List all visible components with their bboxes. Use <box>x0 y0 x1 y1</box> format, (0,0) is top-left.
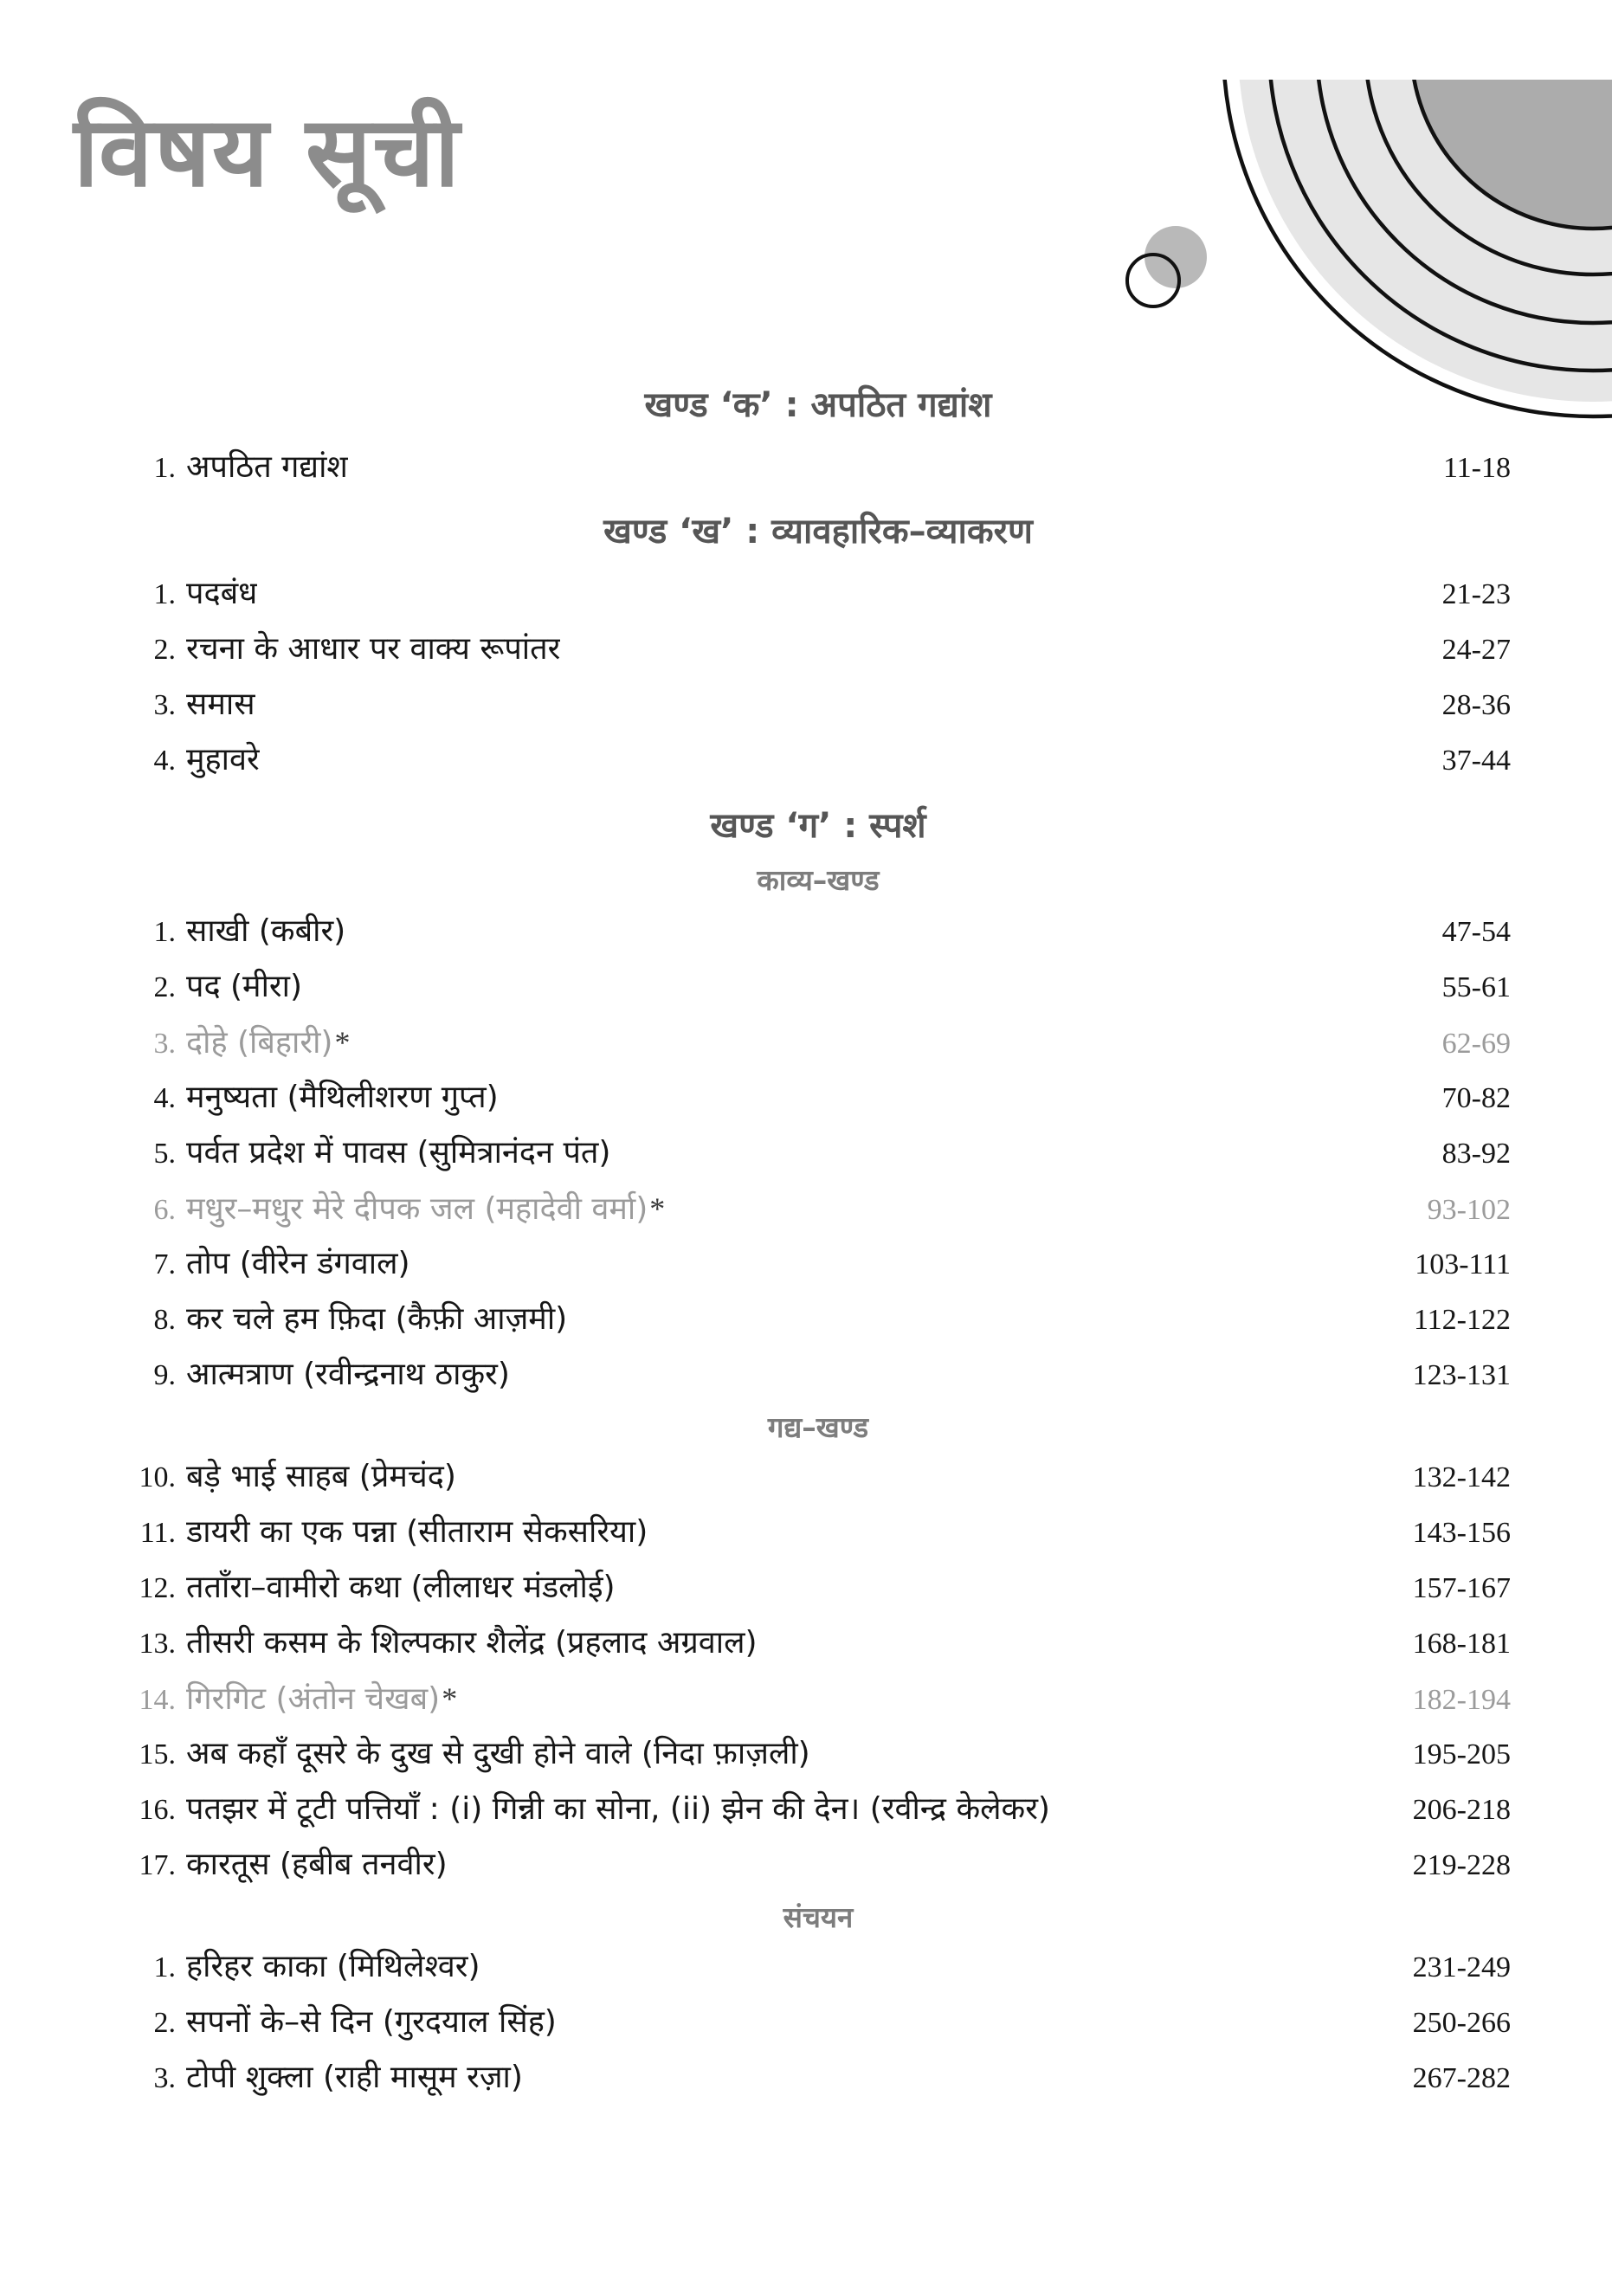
section-heading-ga: खण्ड ‘ग’ : स्पर्श <box>710 806 926 846</box>
item-title: मुहावरे <box>186 742 260 777</box>
item-title: तोप (वीरेन डंगवाल) <box>186 1246 410 1281</box>
item-number: 8. <box>153 1304 176 1336</box>
item-number: 1. <box>153 916 176 948</box>
item-title: सपनों के–से दिन (गुरदयाल सिंह) <box>186 2004 557 2040</box>
item-pages: 231-249 <box>1412 1951 1511 1983</box>
section-heading-ka: खण्ड ‘क’ : अपठित गद्यांश <box>644 385 992 425</box>
item-star: * <box>334 1025 351 1060</box>
item-number: 4. <box>153 745 176 777</box>
item-pages: 143-156 <box>1412 1517 1511 1549</box>
item-title: समास <box>186 687 255 722</box>
subsection-heading-sanchayan: संचयन <box>783 1900 854 1934</box>
item-title: डायरी का एक पन्ना (सीताराम सेकसरिया) <box>186 1514 648 1550</box>
toc-row <box>126 440 1511 495</box>
item-pages: 21-23 <box>1441 578 1511 610</box>
item-title: दोहे (बिहारी) <box>186 1025 333 1061</box>
item-title: अब कहाँ दूसरे के दुख से दुखी होने वाले (निदा फ़ाज़ली) <box>186 1736 810 1771</box>
item-title: आत्मत्राण (रवीन्द्रनाथ ठाकुर) <box>186 1357 510 1392</box>
item-title: कारतूस (हबीब तनवीर) <box>186 1847 448 1882</box>
item-number: 3. <box>153 1028 176 1060</box>
section-heading-kha: खण्ड ‘ख’ : व्यावहारिक–व्याकरण <box>603 512 1033 551</box>
item-pages: 103-111 <box>1415 1248 1511 1280</box>
item-title: तताँरा–वामीरो कथा (लीलाधर मंडलोई) <box>186 1570 616 1605</box>
toc-row <box>126 1505 1511 1560</box>
toc-row <box>126 1015 1511 1070</box>
item-number: 4. <box>153 1082 176 1114</box>
item-pages: 123-131 <box>1412 1359 1511 1391</box>
item-title: साखी (कबीर) <box>186 913 346 949</box>
item-pages: 24-27 <box>1441 634 1511 666</box>
item-number: 16. <box>139 1794 176 1826</box>
item-number: 1. <box>153 578 176 610</box>
item-star: * <box>442 1681 458 1716</box>
toc-row <box>126 1181 1511 1236</box>
item-number: 17. <box>139 1849 176 1881</box>
toc-row <box>126 677 1511 732</box>
item-pages: 132-142 <box>1412 1461 1511 1493</box>
item-number: 1. <box>153 452 176 484</box>
subsection-heading-gadya: गद्य–खण्ड <box>767 1410 869 1444</box>
item-title: हरिहर काका (मिथिलेश्वर) <box>186 1949 480 1984</box>
item-pages: 157-167 <box>1412 1572 1511 1604</box>
item-pages: 182-194 <box>1412 1684 1511 1716</box>
item-title: बड़े भाई साहब (प्रेमचंद) <box>186 1459 456 1494</box>
item-title: टोपी शुक्ला (राही मासूम रज़ा) <box>186 2060 523 2095</box>
item-pages: 62-69 <box>1441 1028 1511 1060</box>
toc-row <box>126 566 1511 622</box>
item-number: 10. <box>139 1461 176 1493</box>
page-title: विषय सूची <box>74 96 461 209</box>
item-title: मनुष्यता (मैथिलीशरण गुप्त) <box>186 1080 499 1115</box>
item-title: पद (मीरा) <box>186 969 302 1004</box>
toc-row <box>126 1726 1511 1782</box>
item-title: कर चले हम फ़िदा (कैफ़ी आज़मी) <box>186 1301 568 1337</box>
toc-row <box>126 1292 1511 1347</box>
item-number: 14. <box>139 1684 176 1716</box>
item-title: पदबंध <box>186 576 258 611</box>
item-title: पर्वत प्रदेश में पावस (सुमित्रानंदन पंत) <box>186 1135 611 1171</box>
item-title: मधुर–मधुर मेरे दीपक जल (महादेवी वर्मा) <box>186 1191 648 1227</box>
item-number: 15. <box>139 1738 176 1770</box>
item-number: 2. <box>153 634 176 666</box>
item-title: रचना के आधार पर वाक्य रूपांतर <box>186 631 561 667</box>
toc-row <box>126 1616 1511 1671</box>
toc-row <box>126 959 1511 1015</box>
toc-row <box>126 2050 1511 2106</box>
toc-row <box>126 1671 1511 1726</box>
toc-row <box>126 1125 1511 1181</box>
item-number: 6. <box>153 1194 176 1226</box>
item-pages: 28-36 <box>1441 689 1511 721</box>
item-pages: 93-102 <box>1427 1194 1511 1226</box>
toc-row <box>126 1560 1511 1616</box>
toc-row <box>126 622 1511 677</box>
item-number: 11. <box>139 1517 176 1549</box>
toc-row <box>126 1995 1511 2050</box>
item-pages: 267-282 <box>1412 2062 1511 2094</box>
item-number: 7. <box>153 1248 176 1280</box>
item-number: 2. <box>153 2007 176 2039</box>
toc-row <box>126 732 1511 788</box>
table-of-contents <box>0 381 1612 2106</box>
item-pages: 168-181 <box>1412 1628 1511 1660</box>
toc-row <box>126 1236 1511 1292</box>
item-pages: 112-122 <box>1413 1304 1511 1336</box>
item-pages: 70-82 <box>1441 1082 1511 1114</box>
item-number: 13. <box>139 1628 176 1660</box>
item-pages: 11-18 <box>1442 452 1511 484</box>
item-number: 12. <box>139 1572 176 1604</box>
toc-row <box>126 1070 1511 1125</box>
item-pages: 219-228 <box>1412 1849 1511 1881</box>
item-number: 1. <box>153 1951 176 1983</box>
item-pages: 250-266 <box>1412 2007 1511 2039</box>
item-title: अपठित गद्यांश <box>186 449 348 485</box>
toc-row <box>126 1782 1511 1837</box>
item-pages: 55-61 <box>1441 971 1511 1003</box>
item-number: 5. <box>153 1138 176 1170</box>
item-pages: 37-44 <box>1441 745 1511 777</box>
toc-row <box>126 904 1511 959</box>
small-circles-decoration <box>1127 226 1207 306</box>
item-title: तीसरी कसम के शिल्पकार शैलेंद्र (प्रहलाद अग्रवाल) <box>186 1625 758 1661</box>
toc-row <box>126 1347 1511 1403</box>
toc-row <box>126 1939 1511 1995</box>
item-number: 3. <box>153 689 176 721</box>
item-pages: 83-92 <box>1441 1138 1511 1170</box>
subsection-heading-kavya: काव्य–खण्ड <box>757 863 880 897</box>
toc-row <box>126 1449 1511 1505</box>
item-pages: 195-205 <box>1412 1738 1511 1770</box>
toc-row <box>126 1837 1511 1893</box>
item-number: 9. <box>153 1359 176 1391</box>
item-star: * <box>649 1191 666 1226</box>
item-number: 2. <box>153 971 176 1003</box>
item-title: पतझर में टूटी पत्तियाँ : (i) गिन्नी का सोना, (ii) झेन की देन। (रवीन्द्र केलेकर) <box>186 1791 1050 1827</box>
item-pages: 47-54 <box>1441 916 1511 948</box>
item-title: गिरगिट (अंतोन चेखब) <box>186 1681 441 1717</box>
item-pages: 206-218 <box>1412 1794 1511 1826</box>
item-number: 3. <box>153 2062 176 2094</box>
